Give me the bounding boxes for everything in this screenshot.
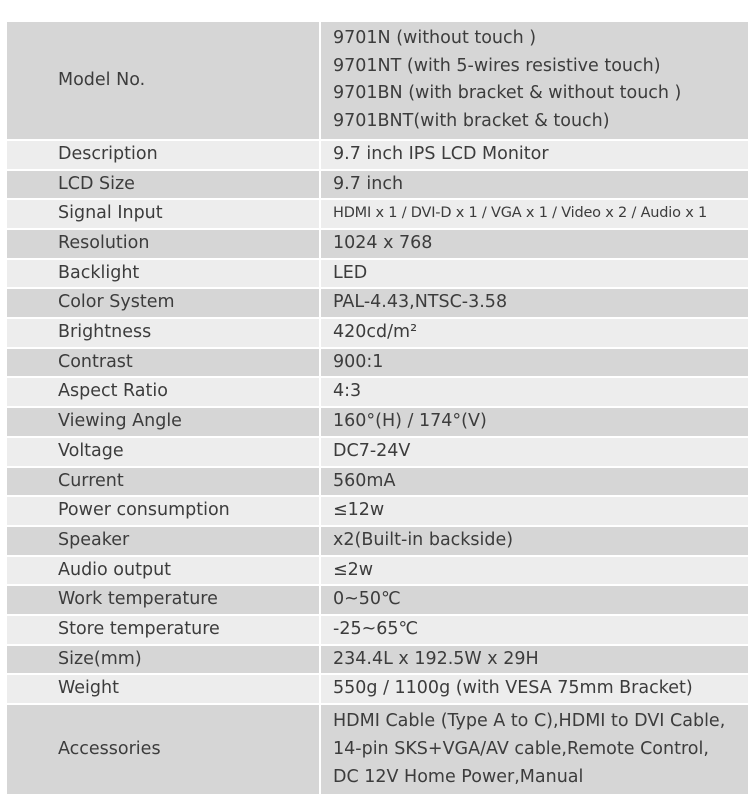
spec-row — [7, 230, 748, 258]
spec-row — [7, 171, 748, 199]
spec-label: Voltage — [7, 438, 321, 466]
spec-value: 4:3 — [321, 378, 748, 406]
spec-label: Viewing Angle — [7, 408, 321, 436]
spec-row — [7, 289, 748, 317]
spec-value: ≤12w — [321, 497, 748, 525]
spec-label: Accessories — [7, 705, 321, 794]
spec-value: 0~50℃ — [321, 586, 748, 614]
spec-row — [7, 200, 748, 228]
spec-value: 9.7 inch IPS LCD Monitor — [321, 141, 748, 169]
spec-label: Backlight — [7, 260, 321, 288]
spec-label: Store temperature — [7, 616, 321, 644]
spec-label: Aspect Ratio — [7, 378, 321, 406]
spec-row — [7, 527, 748, 555]
spec-row — [7, 260, 748, 288]
spec-value: 234.4L x 192.5W x 29H — [321, 646, 748, 674]
spec-value: ≤2w — [321, 557, 748, 585]
spec-row — [7, 319, 748, 347]
spec-label: Speaker — [7, 527, 321, 555]
accessories-line: DC 12V Home Power,Manual — [333, 766, 584, 787]
spec-label: Model No. — [7, 22, 321, 139]
accessories-line: HDMI Cable (Type A to C),HDMI to DVI Cable, — [333, 711, 726, 732]
spec-value — [321, 705, 748, 794]
spec-label: Audio output — [7, 557, 321, 585]
model-line: 9701BNT(with bracket & touch) — [333, 111, 610, 132]
spec-row — [7, 349, 748, 377]
spec-label: Contrast — [7, 349, 321, 377]
spec-row — [7, 141, 748, 169]
spec-row — [7, 675, 748, 703]
spec-label: Current — [7, 468, 321, 496]
spec-value: 160°(H) / 174°(V) — [321, 408, 748, 436]
spec-label: LCD Size — [7, 171, 321, 199]
spec-value: -25~65℃ — [321, 616, 748, 644]
spec-row-model — [7, 22, 748, 139]
spec-value — [321, 22, 748, 139]
spec-row — [7, 497, 748, 525]
spec-row-accessories — [7, 705, 748, 794]
spec-value: 550g / 1100g (with VESA 75mm Bracket) — [321, 675, 748, 703]
spec-value: 420cd/m² — [321, 319, 748, 347]
model-line: 9701N (without touch ) — [333, 28, 537, 48]
spec-value: 9.7 inch — [321, 171, 748, 199]
spec-label: Description — [7, 141, 321, 169]
spec-value: PAL-4.43,NTSC-3.58 — [321, 289, 748, 317]
spec-row — [7, 378, 748, 406]
spec-row — [7, 646, 748, 674]
model-line: 9701NT (with 5-wires resistive touch) — [333, 55, 661, 76]
spec-label: Weight — [7, 675, 321, 703]
spec-label: Color System — [7, 289, 321, 317]
spec-label: Power consumption — [7, 497, 321, 525]
spec-value: DC7-24V — [321, 438, 748, 466]
spec-value: 900:1 — [321, 349, 748, 377]
spec-label: Signal Input — [7, 200, 321, 228]
spec-value: 1024 x 768 — [321, 230, 748, 258]
model-line: 9701BN (with bracket & without touch ) — [333, 83, 682, 104]
spec-value: LED — [321, 260, 748, 288]
accessories-line: 14-pin SKS+VGA/AV cable,Remote Control, — [333, 738, 709, 759]
spec-value: HDMI x 1 / DVI-D x 1 / VGA x 1 / Video x 2 / Audio x 1 — [321, 200, 748, 228]
spec-row — [7, 557, 748, 585]
spec-table — [7, 20, 748, 796]
spec-row — [7, 438, 748, 466]
spec-row — [7, 408, 748, 436]
spec-label: Resolution — [7, 230, 321, 258]
spec-row — [7, 586, 748, 614]
spec-value: 560mA — [321, 468, 748, 496]
spec-value: x2(Built-in backside) — [321, 527, 748, 555]
spec-label: Brightness — [7, 319, 321, 347]
spec-row — [7, 616, 748, 644]
spec-row — [7, 468, 748, 496]
spec-label: Size(mm) — [7, 646, 321, 674]
spec-label: Work temperature — [7, 586, 321, 614]
